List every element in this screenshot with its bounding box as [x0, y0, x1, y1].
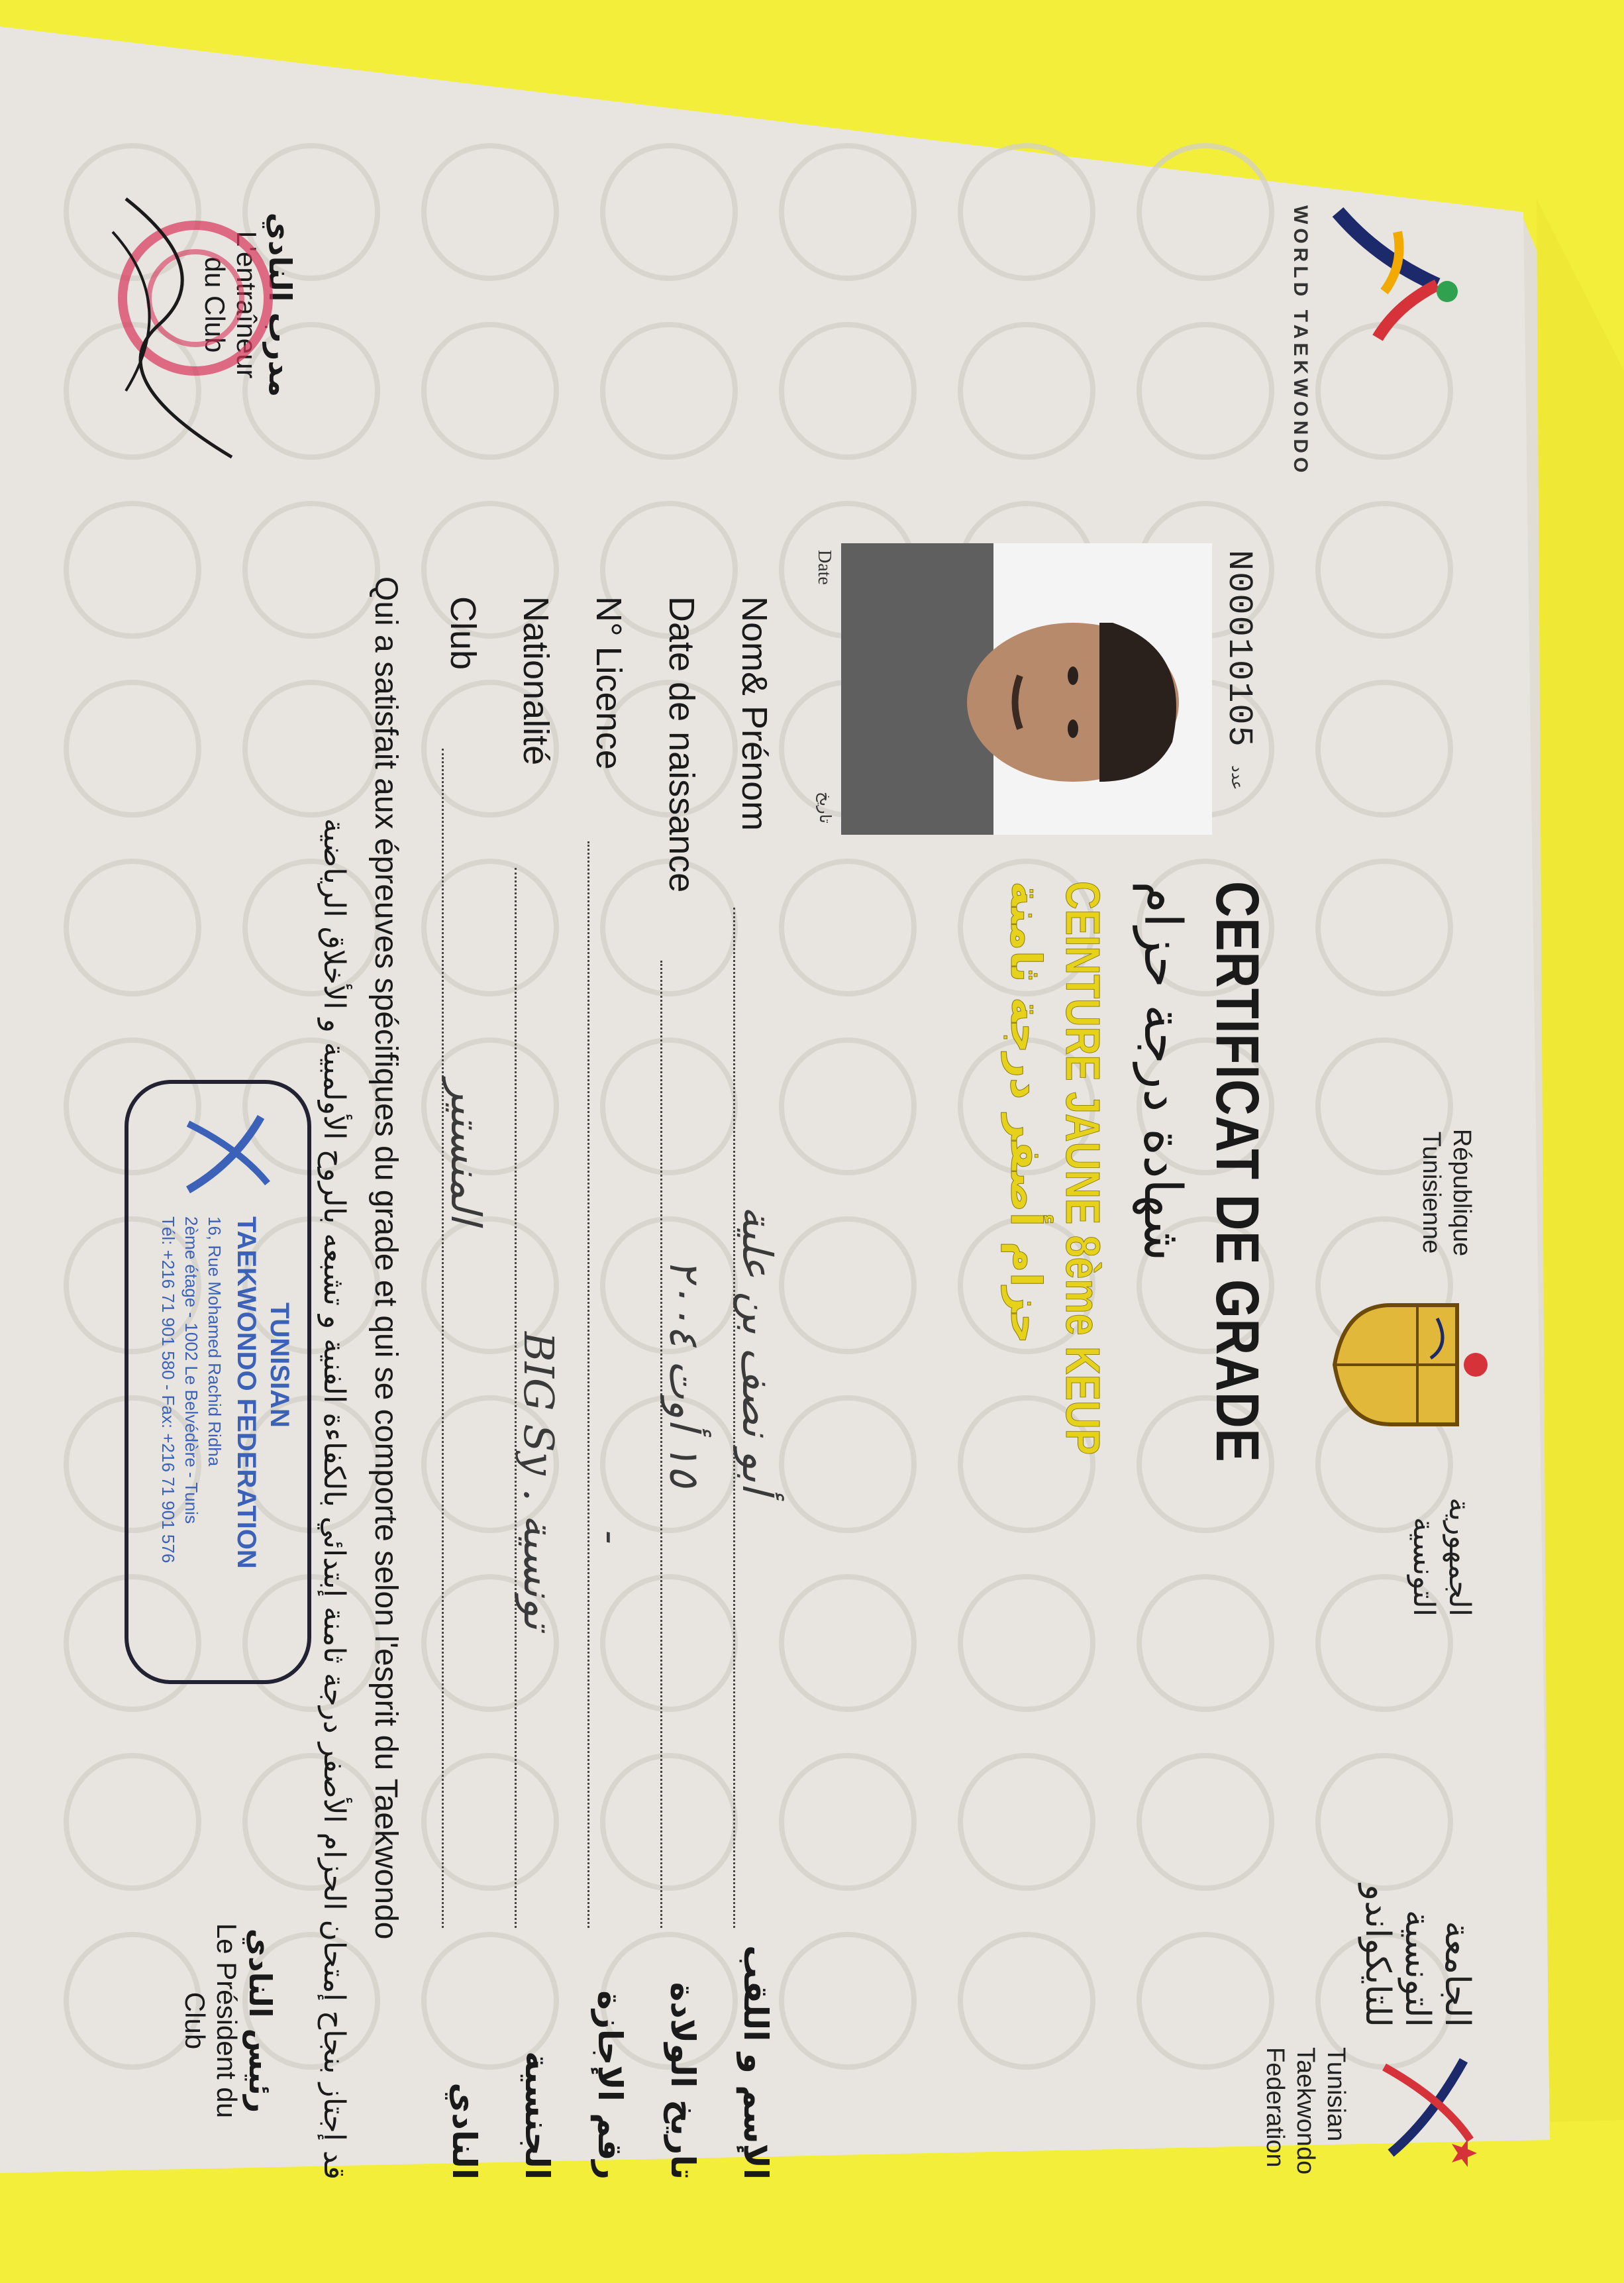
field-licence-value: -: [587, 1530, 636, 1544]
president-label-ar: رئيس النادي: [242, 1928, 278, 2113]
world-taekwondo-label: WORLD TAEKWONDO: [1290, 205, 1311, 477]
federation-en-line-3: Federation: [1261, 2047, 1289, 2168]
field-name-value: أبو نصف بن علية: [733, 1206, 782, 1494]
field-birthdate-value: ١٥ أوت ٢٠٠٤: [660, 1259, 709, 1487]
republic-fr: [1416, 1113, 1477, 1272]
president-signature-block: [179, 1901, 278, 2140]
photo-frame: [841, 543, 1212, 835]
coach-label-ar: مدرب النادي: [262, 212, 298, 398]
federation-ar-line-1: الجامعة: [1437, 1921, 1477, 2027]
field-club-line: [442, 749, 444, 1928]
field-name-label-ar: الإسم و اللقب: [736, 1945, 775, 2180]
coach-label-fr-2: du Club: [199, 256, 230, 353]
belt-grade-ar: حزام أصفر درجة ثامنة: [1001, 881, 1050, 1344]
field-club-label-ar: النادي: [445, 2082, 483, 2180]
field-licence-label-fr: N° Licence: [589, 596, 629, 770]
federation-ar-line-3: للتايكواندو: [1358, 1884, 1397, 2027]
federation-logo: [1348, 2041, 1490, 2173]
republic-fr-line-1: République: [1448, 1128, 1476, 1257]
stamp-line-3: Tél: +216 71 901 580 - Fax: +216 71 901 576: [158, 1216, 178, 1564]
serial-label-ar: عدد: [1228, 765, 1246, 790]
field-name-label-fr: Nom& Prénom: [735, 596, 774, 831]
stamp-logo-icon: [158, 1104, 281, 1210]
tunisia-coat-of-arms: [1328, 1292, 1490, 1438]
coach-label-fr-1: L'entraîneur: [231, 231, 262, 379]
field-nationality-value: تونسية . BIG Sy: [515, 1332, 563, 1630]
belt-grade-fr: CEINTURE JAUNE 8ème KEUP: [1056, 881, 1109, 1456]
field-licence-line: [587, 841, 589, 1928]
statement-fr: Qui a satisfait aux épreuves spécifiques du grade et qui se comporte selon l'esprit du Taekwondo: [368, 576, 403, 1940]
certificate-title-fr: CERTIFICAT DE GRADE: [1203, 881, 1271, 1463]
field-nationality-label-ar: الجنسية: [518, 2051, 556, 2180]
holder-photo: [841, 543, 1212, 835]
world-taekwondo-emblem-icon: [1305, 186, 1477, 358]
certificate: [99, 166, 1503, 2259]
republic-ar-line-1: الجمهورية: [1443, 1497, 1476, 1617]
federation-stamp: [125, 1080, 311, 1684]
federation-ar-line-2: التونسية: [1397, 1909, 1437, 2027]
federation-en-line-1: Tunisian: [1322, 2047, 1350, 2142]
president-label-fr-1: Le Président du: [211, 1923, 242, 2119]
world-taekwondo-logo: [1305, 186, 1477, 358]
stamp-title-2: TAEKWONDO FEDERATION: [232, 1216, 261, 1569]
federation-en-line-2: Taekwondo: [1292, 2047, 1319, 2175]
serial-number: N00010105: [1219, 550, 1258, 748]
field-club-value: المنستير: [442, 1080, 490, 1224]
photo-date-label-ar: تاريخ: [816, 792, 835, 823]
certificate-title-ar: شهادة درجة حزام: [1133, 881, 1192, 1261]
republic-ar: [1405, 1458, 1477, 1617]
stamp-title: TUNISIAN: [265, 1302, 294, 1428]
federation-name-ar: [1358, 1862, 1477, 2027]
republic-ar-line-2: التونسية: [1407, 1516, 1441, 1617]
field-birthdate-label-fr: Date de naissance: [662, 596, 701, 893]
field-club-label-fr: Club: [443, 596, 483, 670]
coach-signature-scribble: [99, 192, 258, 470]
photo-date-label-fr: Date: [814, 550, 835, 585]
republic-fr-line-2: Tunisienne: [1417, 1131, 1445, 1254]
stamp-line-2: 2ème étage - 1002 Le Belvédère - Tunis: [181, 1216, 201, 1524]
field-birthdate-label-ar: تاريخ الولادة: [664, 1982, 702, 2180]
field-nationality-label-fr: Nationalité: [516, 596, 556, 766]
stamp-line-1: 16, Rue Mohamed Rachid Ridha: [205, 1216, 225, 1467]
president-label-fr-2: Club: [179, 1991, 211, 2050]
federation-emblem-icon: [1351, 2041, 1490, 2173]
field-licence-label-ar: رقم الإجازة: [591, 1990, 629, 2180]
coat-of-arms-icon: [1331, 1292, 1490, 1438]
statement-ar: قد إجتاز بنجاح إمتحان الحزام الأصفر درجة ثامنة إبتدائي بالكفاءة الفنية و تشبعه بالروح الأولمبية و الأخلاق الرياضية: [317, 818, 351, 2180]
federation-name-en: [1260, 2047, 1351, 2174]
